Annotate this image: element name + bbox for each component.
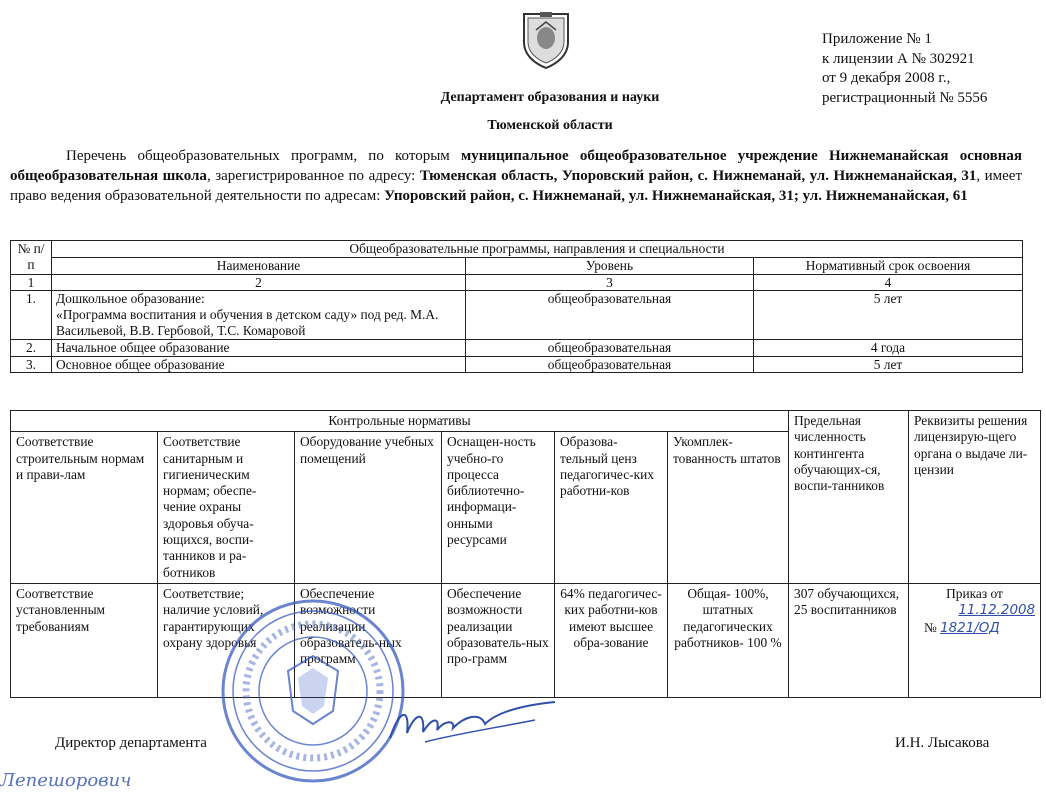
col-index: 3 (466, 274, 754, 291)
table-row (11, 356, 1023, 373)
director-name: И.Н. Лысакова (895, 735, 990, 751)
program-level: общеобразовательная (466, 291, 754, 339)
appendix-note (822, 30, 987, 108)
appendix-line: регистрационный № 5556 (822, 89, 988, 106)
col-index: 2 (52, 274, 466, 291)
order-date: 11.12.2008 (958, 603, 1035, 619)
row-number: 1. (11, 291, 52, 339)
order-number: 1821/ОД (940, 620, 1000, 636)
department-line-2: Тюменской области (487, 118, 613, 133)
header-sanitary-norms: Соответствие санитарным и гигиеническим нормам; обеспе-чение охраны здоровья обуча-ющихся, воспи-танников и ра-ботников (158, 432, 295, 584)
programs-group-header: Общеобразовательные программы, направления и специальности (52, 241, 1023, 258)
program-term: 4 года (754, 339, 1023, 356)
program-name-line: Дошкольное образование: (56, 291, 205, 307)
director-label: Директор департамента (55, 735, 207, 751)
handwritten-note: Лепешорович (0, 770, 132, 791)
control-norms-table (10, 410, 1041, 698)
col-number-header: № п/п (11, 241, 52, 275)
program-term: 5 лет (754, 291, 1023, 339)
value-staffing: Общая- 100%, штатных педагогических работников- 100 % (668, 583, 789, 697)
value-limit: 307 обучающихся, 25 воспитанников (789, 583, 909, 697)
registered-address: Тюменская область, Упоровский район, с. Нижнеманай, ул. Нижнеманайская, 31 (419, 168, 977, 184)
program-level: общеобразовательная (466, 356, 754, 373)
header-limit: Предельная численность контингента обучающих-ся, воспи-танников (789, 411, 909, 584)
header-library: Оснащен-ность учебно-го процесса библиотечно-информаци-онными ресурсами (442, 432, 555, 584)
program-term: 5 лет (754, 356, 1023, 373)
intro-paragraph (10, 146, 1022, 206)
header-equipment: Оборудование учебных помещений (295, 432, 442, 584)
col-level-header: Уровень (466, 257, 754, 274)
department-title (370, 84, 730, 140)
program-name (52, 291, 466, 339)
intro-text: Перечень общеобразовательных программ, по которым (66, 148, 461, 164)
col-index: 4 (754, 274, 1023, 291)
coat-of-arms-icon (518, 8, 574, 70)
order-label: Приказ от (946, 585, 1003, 601)
header-details: Реквизиты решения лицензирую-щего органа о выдаче ли-цензии (909, 411, 1041, 584)
programs-table (10, 240, 1023, 373)
program-name-line: «Программа воспитания и обучения в детском саду» под ред. М.А. Васильевой, В.В. Гербовой, Т.С. Комаровой (56, 307, 439, 338)
norms-group-header: Контрольные нормативы (11, 411, 789, 432)
value-equipment: Обеспечение возможности реализации образователь-ных программ (295, 583, 442, 697)
intro-text: , зарегистрированное по адресу: (206, 168, 420, 184)
row-number: 3. (11, 356, 52, 373)
table-row (11, 339, 1023, 356)
director-signature (385, 698, 560, 753)
program-name: Основное общее образование (52, 356, 466, 373)
value-qualification: 64% педагогичес-ких работни-ков имеют высшее обра-зование (555, 583, 668, 697)
official-seal-stamp (218, 596, 408, 786)
intro-text: , имеет право ведения образовательной деятельности по адресам: (10, 168, 1023, 204)
department-line-1: Департамент образования и науки (440, 90, 660, 105)
header-qualification: Образова-тельный ценз педагогичес-ких работни-ков (555, 432, 668, 584)
value-order (909, 583, 1041, 697)
table-row (11, 583, 1041, 697)
program-level: общеобразовательная (466, 339, 754, 356)
header-staffing: Укомплек-тованность штатов (668, 432, 789, 584)
row-number: 2. (11, 339, 52, 356)
header-building-norms: Соответствие строительным нормам и прави-лам (11, 432, 158, 584)
col-index: 1 (11, 274, 52, 291)
appendix-line: к лицензии А № 302921 (822, 50, 975, 67)
school-name: муниципальное общеобразовательное учреждение Нижнеманайская основная общеобразовательная школа (10, 148, 1023, 184)
activity-addresses: Упоровский район, с. Нижнеманай, ул. Нижнеманайская, 31; ул. Нижнеманайская, 61 (384, 188, 968, 204)
appendix-line: от 9 декабря 2008 г., (822, 70, 951, 86)
order-number-label: № (924, 619, 937, 635)
col-name-header: Наименование (52, 257, 466, 274)
appendix-line: Приложение № 1 (822, 31, 932, 47)
table-row (11, 291, 1023, 339)
value-sanitary-norms: Соответствие; наличие условий, гарантирующих охрану здоровья (158, 583, 295, 697)
value-building-norms: Соответствие установленным требованиям (11, 583, 158, 697)
col-term-header: Нормативный срок освоения (754, 257, 1023, 274)
program-name: Начальное общее образование (52, 339, 466, 356)
value-library: Обеспечение возможности реализации образователь-ных про-грамм (442, 583, 555, 697)
